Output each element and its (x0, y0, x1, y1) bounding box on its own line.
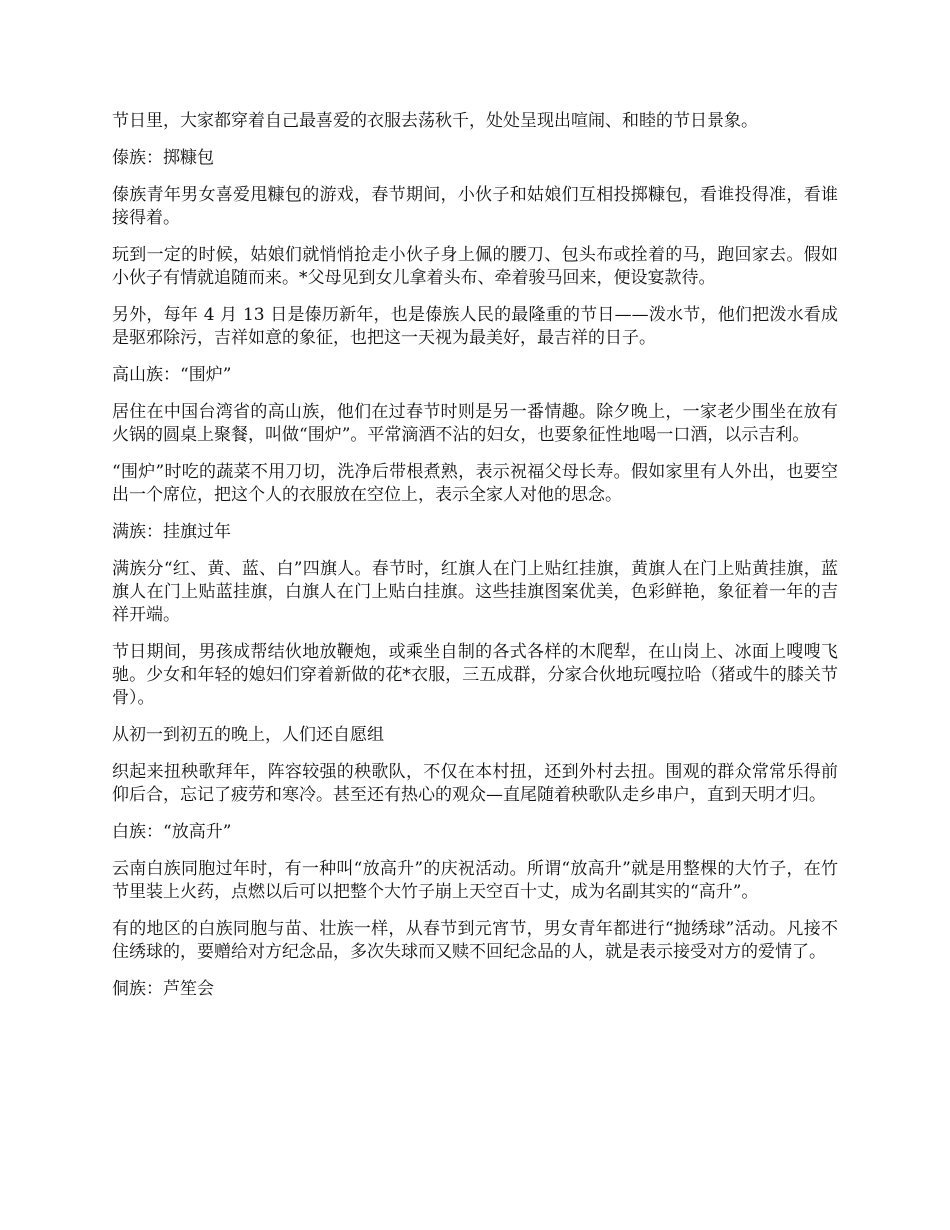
paragraph-bai-embroidered-ball: 有的地区的白族同胞与苗、壮族一样，从春节到元宵节，男女青年都进行“抛绣球”活动。凡接不住绣球的，要赠给对方纪念品，多次失球而又赎不回纪念品的人，就是表示接受对方的爱情了。 (112, 919, 838, 962)
paragraph-gaoshan-hotpot: 居住在中国台湾省的高山族，他们在过春节时则是另一番情趣。除夕晚上，一家老少围坐在放有火锅的圆桌上聚餐，叫做“围炉”。平常滴酒不沾的妇女，也要象征性地喝一口酒，以示吉利。 (112, 402, 838, 445)
paragraph-manchu-flags: 满族分“红、黄、蓝、白”四旗人。春节时，红旗人在门上贴红挂旗，黄旗人在门上贴黄挂旗，蓝旗人在门上贴蓝挂旗，白旗人在门上贴白挂旗。这些挂旗图案优美，色彩鲜艳，象征着一年的吉祥开端。 (112, 559, 838, 625)
paragraph-manchu-yangge: 织起来扭秧歌拜年，阵容较强的秧歌队，不仅在本村扭，还到外村去扭。围观的群众常常乐得前仰后合，忘记了疲劳和寒冷。甚至还有热心的观众—直尾随着秧歌队走乡串户，直到天明才归。 (112, 762, 838, 805)
document-body (112, 110, 838, 1001)
paragraph-manchu-activities: 节日期间，男孩成帮结伙地放鞭炮，或乘坐自制的各式各样的木爬犁，在山岗上、冰面上嗖嗖飞驰。少女和年轻的媳妇们穿着新做的花*衣服，三五成群，分家合伙地玩嘎拉哈（猪或牛的膝关节骨）。 (112, 642, 838, 708)
paragraph-gaoshan-vegetables: “围炉”时吃的蔬菜不用刀切，洗净后带根煮熟，表示祝福父母长寿。假如家里有人外出，也要空出一个席位，把这个人的衣服放在空位上，表示全家人对他的思念。 (112, 462, 838, 505)
paragraph-swing-festival: 节日里，大家都穿着自己最喜爱的衣服去荡秋千，处处呈现出喧闹、和睦的节日景象。 (112, 111, 758, 131)
paragraph-dai-bran-bag: 傣族青年男女喜爱甩糠包的游戏，春节期间，小伙子和姑娘们互相投掷糠包，看谁投得准，看谁接得着。 (112, 185, 838, 228)
section-heading-dai: 傣族：掷糠包 (112, 148, 214, 168)
section-heading-manchu: 满族：挂旗过年 (112, 522, 231, 542)
section-heading-dong: 侗族：芦笙会 (112, 979, 214, 999)
section-heading-gaoshan: 高山族：“围炉” (112, 365, 232, 385)
paragraph-manchu-evening: 从初一到初五的晚上，人们还自愿组 (112, 725, 384, 745)
paragraph-bai-gaosheng: 云南白族同胞过年时，有一种叫“放高升”的庆祝活动。所谓“放高升”就是用整棵的大竹子，在竹节里装上火药，点燃以后可以把整个大竹子崩上天空百十丈，成为名副其实的“高升”。 (112, 859, 838, 902)
paragraph-dai-water-festival: 另外，每年 4 月 13 日是傣历新年，也是傣族人民的最隆重的节日——泼水节，他们把泼水看成是驱邪除污，吉祥如意的象征，也把这一天视为最美好，最吉祥的日子。 (112, 305, 838, 348)
paragraph-dai-courtship: 玩到一定的时候，姑娘们就悄悄抢走小伙子身上佩的腰刀、包头布或拴着的马，跑回家去。假如小伙子有情就追随而来。*父母见到女儿拿着头布、牵着骏马回来，便设宴款待。 (112, 245, 838, 288)
section-heading-bai: 白族：“放高升” (112, 822, 232, 842)
